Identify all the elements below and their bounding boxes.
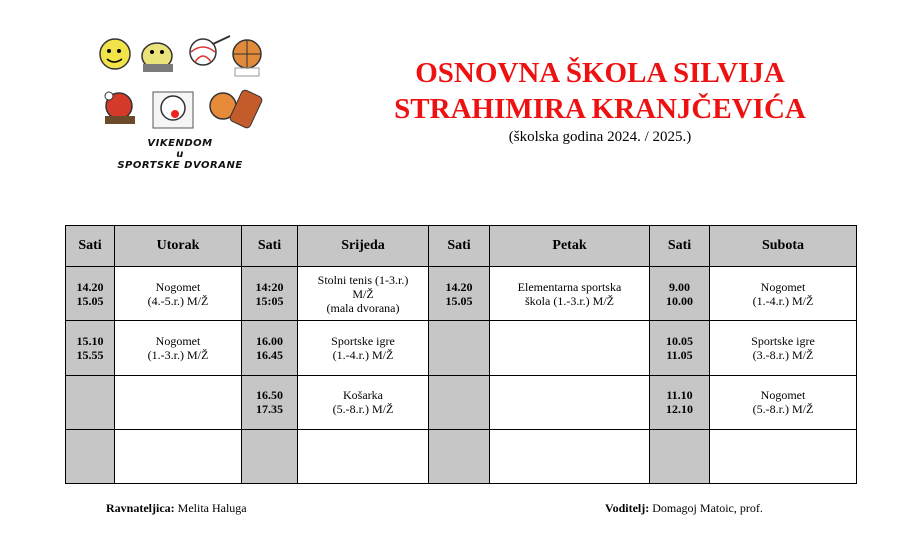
- activity-line: Košarka: [343, 388, 383, 403]
- time-line: 10.05: [666, 333, 693, 348]
- activity-line: (1.-4.r.) M/Ž: [332, 347, 394, 362]
- activity-line: Nogomet: [760, 388, 806, 403]
- time-friday-cell: [429, 267, 490, 321]
- activity-line: (5.-8.r.) M/Ž: [752, 402, 814, 417]
- activity-line: Elementarna sportska: [517, 279, 622, 294]
- title-line-2: STRAHIMIRA KRANJČEVIĆA: [394, 93, 806, 125]
- logo-line-1: VIKENDOM: [147, 138, 213, 149]
- principal-label: Ravnateljica:: [106, 501, 175, 515]
- principal-name: Melita Haluga: [174, 501, 247, 515]
- activity-wednesday-cell: [298, 267, 429, 321]
- basketball-icon: [233, 40, 261, 76]
- header-wednesday: Srijeda: [298, 226, 429, 267]
- time-line: 16.00: [256, 333, 283, 348]
- time-friday-cell: [429, 429, 490, 483]
- header-time-friday: Sati: [429, 226, 490, 267]
- activity-tuesday-cell: [115, 321, 242, 375]
- activity-friday-cell: [490, 321, 650, 375]
- schedule-body: [66, 267, 857, 484]
- activity-line: (3.-8.r.) M/Ž: [752, 347, 814, 362]
- time-tuesday-cell: [66, 321, 115, 375]
- time-line: 15.55: [76, 347, 104, 362]
- header-tuesday: Utorak: [115, 226, 242, 267]
- activity-saturday-cell: [710, 375, 857, 429]
- time-wednesday-cell: [242, 375, 298, 429]
- activity-line: M/Ž: [352, 286, 374, 301]
- tennis-ball-icon: [100, 39, 130, 69]
- activity-saturday-cell: [710, 429, 857, 483]
- activity-saturday-cell: [710, 321, 857, 375]
- activity-line: škola (1.-3.r.) M/Ž: [525, 293, 614, 308]
- school-sports-logo: [95, 34, 265, 176]
- activity-wednesday-cell: [298, 429, 429, 483]
- time-line: 14:20: [255, 279, 284, 294]
- activity-line: Nogomet: [155, 279, 201, 294]
- time-line: 15:05: [255, 293, 284, 308]
- table-tennis-icon: [105, 92, 135, 124]
- leader-label: Voditelj:: [605, 501, 650, 515]
- logo-line-2: u: [176, 149, 184, 160]
- activity-tuesday-cell: [115, 429, 242, 483]
- time-friday-cell: [429, 375, 490, 429]
- time-line: 9.00: [669, 279, 690, 294]
- leader-signature: [605, 501, 763, 516]
- time-tuesday-cell: [66, 267, 115, 321]
- activity-line: (mala dvorana): [326, 300, 400, 315]
- header-time-tuesday: Sati: [66, 226, 115, 267]
- goalkeeper-ball-icon: [153, 92, 193, 128]
- activity-line: Sportske igre: [331, 333, 395, 348]
- time-line: 10.00: [666, 293, 693, 308]
- school-year: (školska godina 2024. / 2025.): [508, 129, 692, 145]
- time-saturday-cell: [650, 321, 710, 375]
- time-line: 15.05: [76, 293, 104, 308]
- activity-friday-cell: [490, 267, 650, 321]
- principal-signature: [106, 501, 247, 516]
- activity-line: Nogomet: [155, 333, 201, 348]
- activity-tuesday-cell: [115, 267, 242, 321]
- header-friday: Petak: [490, 226, 650, 267]
- activity-line: (5.-8.r.) M/Ž: [332, 402, 394, 417]
- activity-line: Stolni tenis (1-3.r.): [317, 272, 409, 287]
- time-line: 17.35: [256, 402, 283, 417]
- time-tuesday-cell: [66, 429, 115, 483]
- time-tuesday-cell: [66, 375, 115, 429]
- activity-tuesday-cell: [115, 375, 242, 429]
- title-line-1: OSNOVNA ŠKOLA SILVIJA: [415, 57, 785, 89]
- time-line: 15.10: [76, 333, 104, 348]
- soccer-ball-icon: [142, 43, 173, 72]
- time-wednesday-cell: [242, 321, 298, 375]
- activity-line: Sportske igre: [751, 333, 815, 348]
- volleyball-icon: [190, 36, 230, 65]
- activity-wednesday-cell: [298, 321, 429, 375]
- header-time-wednesday: Sati: [242, 226, 298, 267]
- header-saturday: Subota: [710, 226, 857, 267]
- time-wednesday-cell: [242, 267, 298, 321]
- schedule-header-row: [66, 226, 857, 267]
- activity-line: (4.-5.r.) M/Ž: [147, 293, 209, 308]
- schedule-table: [65, 225, 857, 484]
- page-title: [330, 55, 870, 127]
- time-line: 12.10: [666, 402, 693, 417]
- activity-line: (1.-3.r.) M/Ž: [147, 347, 209, 362]
- time-line: 16.45: [256, 347, 283, 362]
- activity-line: Nogomet: [760, 279, 806, 294]
- table-row: [66, 321, 857, 375]
- activity-friday-cell: [490, 375, 650, 429]
- activity-line: (1.-4.r.) M/Ž: [752, 293, 814, 308]
- time-line: 11.05: [666, 347, 693, 362]
- table-row: [66, 375, 857, 429]
- sports-balls-illustration: [95, 34, 265, 134]
- time-wednesday-cell: [242, 429, 298, 483]
- time-friday-cell: [429, 321, 490, 375]
- time-line: 14.20: [445, 279, 473, 294]
- time-line: 16.50: [256, 388, 283, 403]
- table-row: [66, 267, 857, 321]
- activity-friday-cell: [490, 429, 650, 483]
- time-line: 15.05: [445, 293, 473, 308]
- logo-caption: [95, 138, 265, 171]
- time-saturday-cell: [650, 429, 710, 483]
- time-saturday-cell: [650, 375, 710, 429]
- leader-name: Domagoj Matoic, prof.: [649, 501, 763, 515]
- time-line: 11.10: [666, 388, 693, 403]
- time-saturday-cell: [650, 267, 710, 321]
- logo-line-3: SPORTSKE DVORANE: [117, 160, 243, 171]
- activity-wednesday-cell: [298, 375, 429, 429]
- header-time-saturday: Sati: [650, 226, 710, 267]
- handball-icon: [210, 89, 263, 129]
- table-row: [66, 429, 857, 483]
- activity-saturday-cell: [710, 267, 857, 321]
- time-line: 14.20: [76, 279, 104, 294]
